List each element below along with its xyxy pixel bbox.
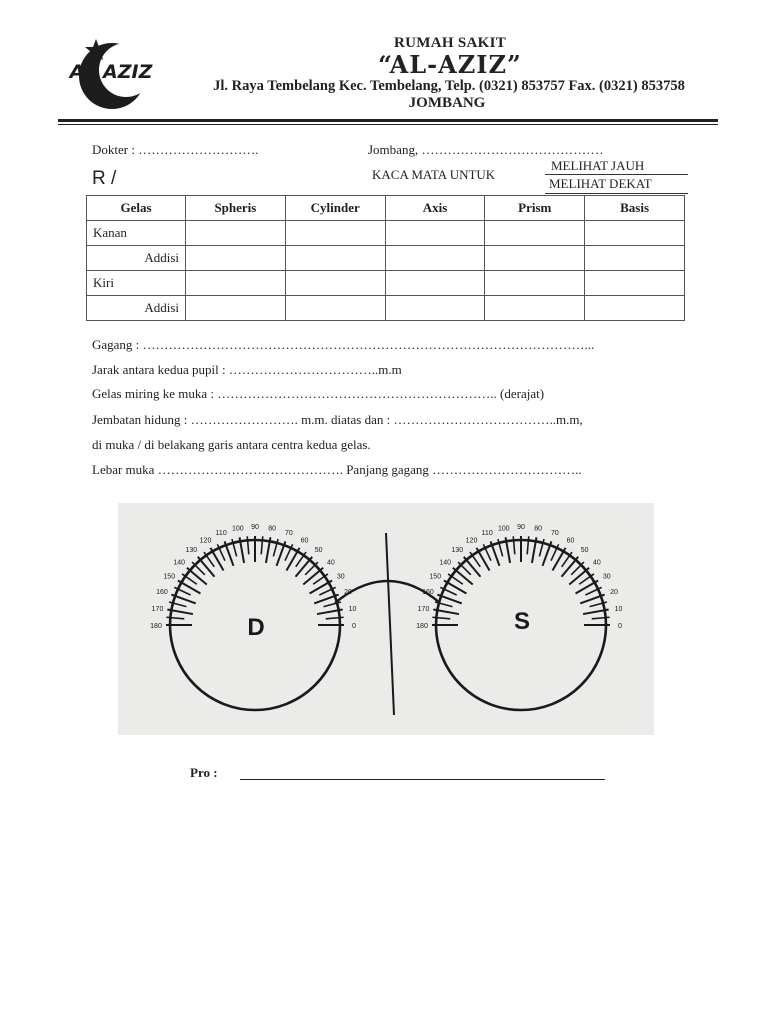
angle-tick: [477, 548, 490, 571]
kaca-mata-label: KACA MATA UNTUK: [372, 167, 496, 182]
dokter-field[interactable]: Dokter : ……………………….: [92, 142, 259, 157]
angle-label: 80: [534, 525, 543, 533]
table-row-kiri-addisi: [87, 296, 685, 321]
row-label: Kanan: [87, 221, 186, 246]
lens-prescription-table: [86, 195, 685, 321]
angle-label: 10: [348, 605, 357, 613]
angle-tick: [295, 557, 312, 577]
angle-label: 120: [199, 537, 212, 545]
angle-label: 130: [451, 547, 464, 555]
gagang-field[interactable]: Gagang : …………………………………………………………………………………………...: [92, 337, 595, 352]
angle-tick: [211, 548, 224, 571]
angle-tick: [310, 581, 333, 594]
hospital-city: JOMBANG: [408, 95, 486, 111]
cell-prism[interactable]: [485, 246, 585, 271]
angle-label: 60: [300, 537, 309, 545]
angle-label: 30: [602, 573, 611, 581]
angle-label: 40: [592, 559, 601, 567]
angle-label: 110: [215, 529, 227, 537]
nose-bridge-field[interactable]: Jembatan hidung : ……………………. m.m. diatas dan : ………………………………..m.m,: [92, 412, 583, 427]
left-eye-label: S: [513, 608, 531, 635]
cell-basis[interactable]: [585, 221, 685, 246]
header-axis: Axis: [385, 196, 485, 221]
pro-label: Pro :: [190, 765, 218, 780]
header-gelas: Gelas: [87, 196, 186, 221]
angle-tick: [198, 557, 215, 577]
header-spheris: Spheris: [186, 196, 286, 221]
bridge-position-note: di muka / di belakang garis antara centra kedua gelas.: [92, 437, 371, 452]
table-row-kanan: [87, 221, 685, 246]
pupil-distance-field[interactable]: Jarak antara kedua pupil : ……………………………..m.m: [92, 362, 402, 377]
angle-label: 140: [173, 559, 186, 567]
angle-tick: [303, 568, 323, 585]
option-underline: [545, 193, 688, 194]
cell-spheris[interactable]: [186, 221, 286, 246]
lens-axis-diagram: [118, 503, 654, 735]
angle-tick: [444, 581, 467, 594]
angle-label: 30: [336, 573, 345, 581]
row-label: Addisi: [87, 296, 186, 321]
cell-cylinder[interactable]: [285, 271, 385, 296]
angle-tick: [553, 548, 566, 571]
table-row-kiri: [87, 271, 685, 296]
angle-label: 70: [550, 529, 559, 537]
cell-spheris[interactable]: [186, 296, 286, 321]
header-basis: Basis: [585, 196, 685, 221]
header-cylinder: Cylinder: [285, 196, 385, 221]
cell-axis[interactable]: [385, 271, 485, 296]
angle-label: 170: [151, 605, 164, 613]
table-row-kanan-addisi: [87, 246, 685, 271]
angle-label: 150: [429, 573, 442, 581]
angle-tick: [187, 568, 207, 585]
angle-tick: [464, 557, 481, 577]
cell-axis[interactable]: [385, 221, 485, 246]
pro-signature-line[interactable]: [240, 779, 605, 780]
angle-tick: [569, 568, 589, 585]
logo-text: AL AZIZ: [69, 61, 153, 83]
right-eye-label: D: [247, 614, 265, 641]
cell-prism[interactable]: [485, 271, 585, 296]
melihat-jauh-option[interactable]: MELIHAT JAUH: [551, 158, 645, 173]
header-divider-thin: [58, 124, 718, 125]
angle-label: 160: [422, 589, 434, 597]
angle-label: 10: [614, 605, 623, 613]
angle-label: 50: [580, 547, 589, 555]
angle-label: 40: [326, 559, 335, 567]
hospital-name: “AL-AZIZ”: [378, 50, 522, 79]
face-width-field[interactable]: Lebar muka ……………………………………. Panjang gagang ……………………………..: [92, 462, 582, 477]
angle-label: 180: [416, 623, 428, 630]
cell-axis[interactable]: [385, 246, 485, 271]
header-divider-thick: [58, 119, 718, 122]
angle-tick: [453, 568, 473, 585]
hospital-label: RUMAH SAKIT: [393, 35, 507, 51]
header-prism: Prism: [485, 196, 585, 221]
angle-label: 20: [344, 589, 352, 597]
angle-label: 60: [566, 537, 575, 545]
angle-label: 90: [517, 524, 525, 531]
center-line: [386, 533, 394, 715]
angle-label: 120: [465, 537, 478, 545]
row-label: Addisi: [87, 246, 186, 271]
cell-spheris[interactable]: [186, 271, 286, 296]
angle-label: 0: [352, 623, 356, 630]
angle-label: 50: [314, 547, 323, 555]
angle-label: 130: [185, 547, 198, 555]
angle-label: 80: [268, 525, 277, 533]
angle-tick: [287, 548, 300, 571]
cell-cylinder[interactable]: [285, 296, 385, 321]
angle-label: 70: [284, 529, 293, 537]
angle-tick: [561, 557, 578, 577]
angle-label: 150: [163, 573, 176, 581]
cell-cylinder[interactable]: [285, 246, 385, 271]
angle-label: 180: [150, 623, 162, 630]
rx-symbol: R /: [92, 168, 117, 189]
angle-label: 100: [497, 525, 510, 533]
cell-cylinder[interactable]: [285, 221, 385, 246]
date-field[interactable]: Jombang, ……………………………………: [368, 142, 604, 157]
lens-tilt-field[interactable]: Gelas miring ke muka : ……………………………………………………….. (derajat): [92, 386, 545, 401]
option-divider: [545, 174, 688, 175]
angle-tick: [576, 581, 599, 594]
angle-label: 140: [439, 559, 452, 567]
cell-basis[interactable]: [585, 246, 685, 271]
angle-tick: [178, 581, 201, 594]
cell-prism[interactable]: [485, 296, 585, 321]
row-label: Kiri: [87, 271, 186, 296]
angle-label: 100: [231, 525, 244, 533]
cell-prism[interactable]: [485, 221, 585, 246]
table-header-row: [87, 196, 685, 221]
angle-label: 160: [156, 589, 168, 597]
angle-label: 0: [618, 623, 622, 630]
cell-basis[interactable]: [585, 271, 685, 296]
angle-label: 90: [251, 524, 259, 531]
hospital-address: Jl. Raya Tembelang Kec. Tembelang, Telp. (0321) 853757 Fax. (0321) 853758: [213, 78, 685, 94]
cell-basis[interactable]: [585, 296, 685, 321]
cell-spheris[interactable]: [186, 246, 286, 271]
angle-label: 110: [481, 529, 493, 537]
angle-label: 20: [610, 589, 618, 597]
melihat-dekat-option[interactable]: MELIHAT DEKAT: [549, 176, 652, 191]
angle-label: 170: [417, 605, 430, 613]
cell-axis[interactable]: [385, 296, 485, 321]
